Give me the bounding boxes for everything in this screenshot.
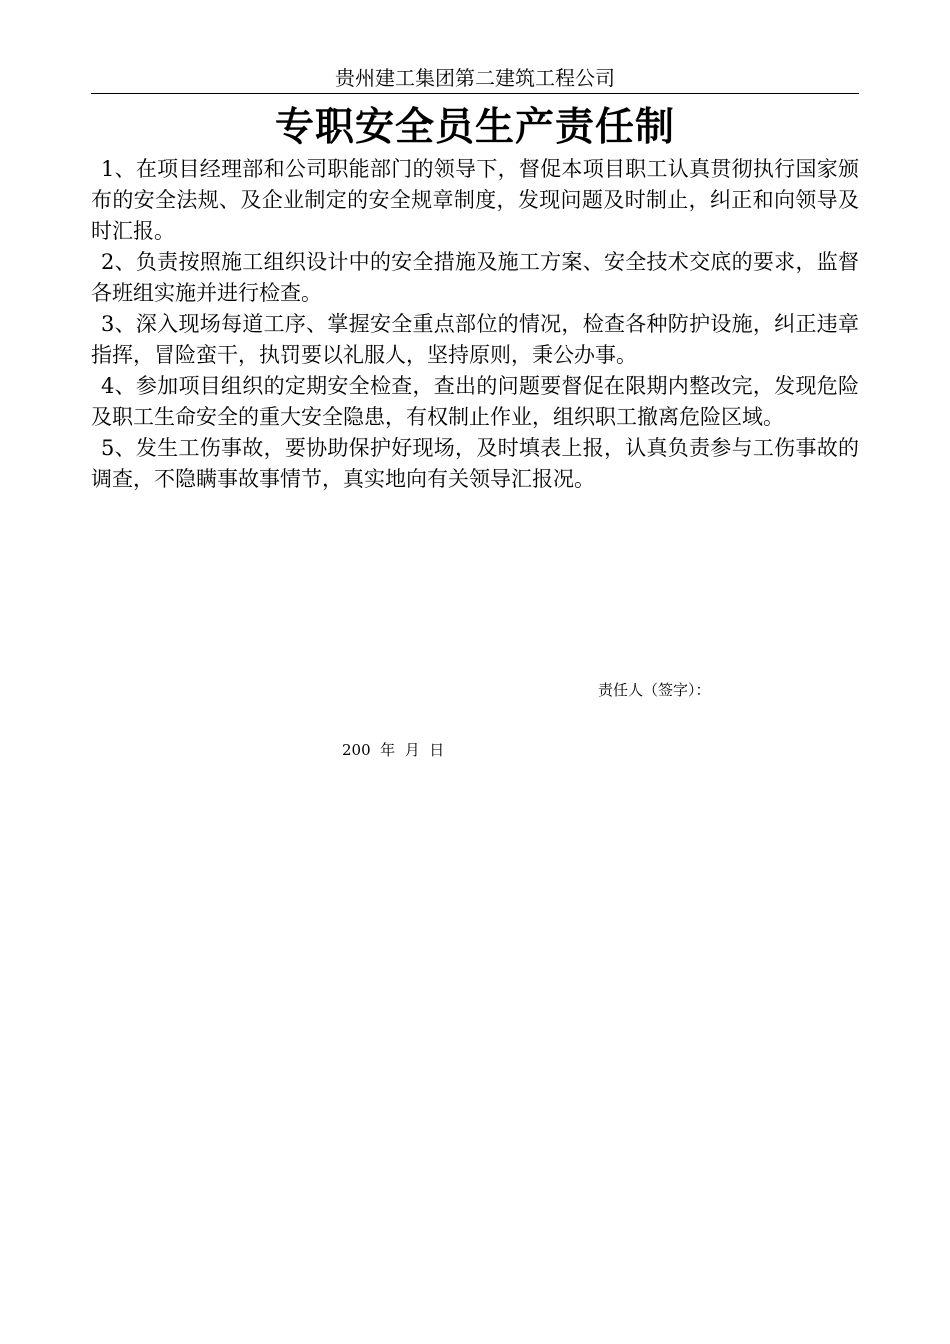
clause-item-2: 2、负责按照施工组织设计中的安全措施及施工方案、安全技术交底的要求，监督各班组实施并进行检查。: [91, 250, 859, 305]
header-divider: [91, 93, 859, 94]
date-line: 200 年 月 日: [342, 741, 445, 759]
signer-label: 责任人（签字）：: [598, 681, 711, 699]
clause-list: [91, 154, 859, 495]
clause-item-5: 5、发生工伤事故，要协助保护好现场，及时填表上报，认真负责参与工伤事故的调查，不隐瞒事故事情节，真实地向有关领导汇报况。: [91, 436, 859, 491]
clause-item-4: 4、参加项目组织的定期安全检查，查出的问题要督促在限期内整改完，发现危险及职工生命安全的重大安全隐患，有权制止作业，组织职工撤离危险区域。: [91, 374, 859, 429]
page-title: 专职安全员生产责任制: [274, 105, 675, 150]
clause-item-1: 1、在项目经理部和公司职能部门的领导下，督促本项目职工认真贯彻执行国家颁布的安全法规、及企业制定的安全规章制度，发现问题及时制止，纠正和向领导及时汇报。: [91, 157, 859, 243]
organization-header: 贵州建工集团第二建筑工程公司: [335, 66, 615, 90]
clause-item-3: 3、深入现场每道工序、掌握安全重点部位的情况，检查各种防护设施，纠正违章指挥，冒险蛮干，执罚要以礼服人，坚持原则，秉公办事。: [91, 312, 859, 367]
